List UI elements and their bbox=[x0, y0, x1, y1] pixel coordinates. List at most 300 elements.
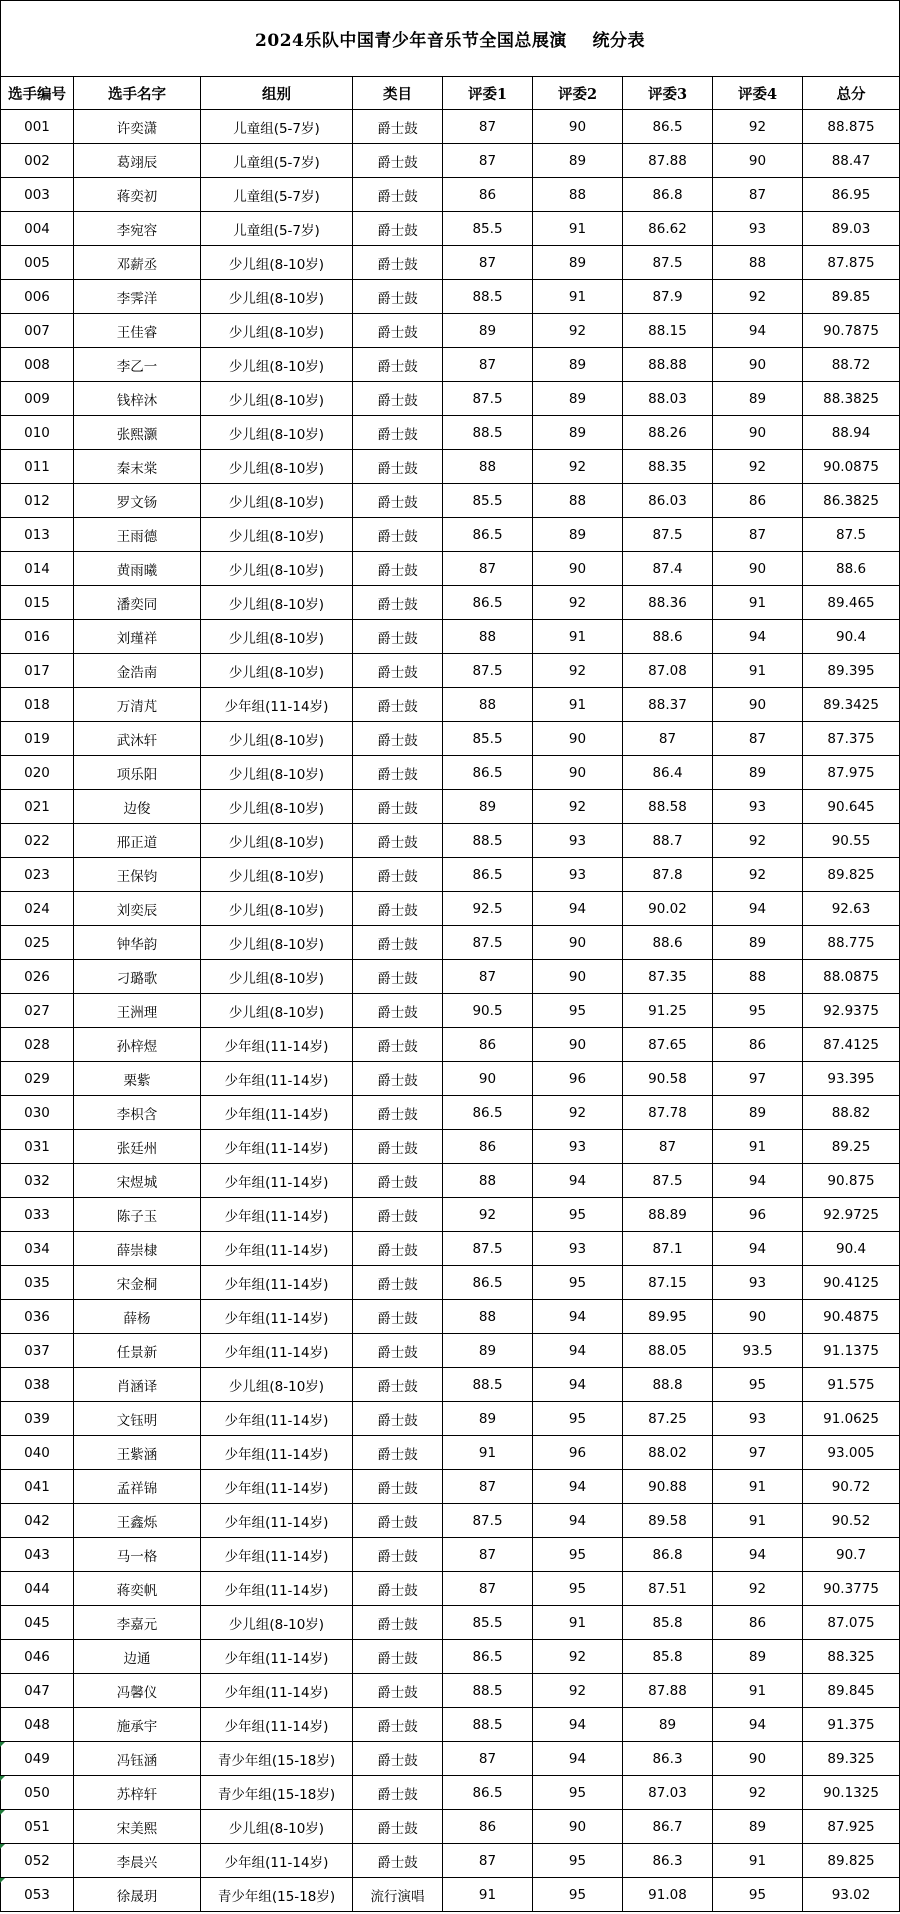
judge3-score-cell[interactable]: 85.8 bbox=[623, 1606, 713, 1640]
group-cell[interactable]: 少年组(11-14岁) bbox=[201, 1198, 353, 1232]
group-cell[interactable]: 儿童组(5-7岁) bbox=[201, 212, 353, 246]
judge3-score-cell[interactable]: 87.65 bbox=[623, 1028, 713, 1062]
judge4-score-cell[interactable]: 91 bbox=[713, 654, 803, 688]
player-id-cell[interactable]: 052 bbox=[1, 1844, 74, 1878]
total-score-cell[interactable]: 91.375 bbox=[803, 1708, 900, 1742]
group-cell[interactable]: 少年组(11-14岁) bbox=[201, 688, 353, 722]
judge1-score-cell[interactable]: 91 bbox=[443, 1436, 533, 1470]
total-score-cell[interactable]: 91.0625 bbox=[803, 1402, 900, 1436]
judge4-score-cell[interactable]: 96 bbox=[713, 1198, 803, 1232]
judge1-score-cell[interactable]: 86 bbox=[443, 1028, 533, 1062]
group-cell[interactable]: 少儿组(8-10岁) bbox=[201, 1810, 353, 1844]
player-id-cell[interactable]: 033 bbox=[1, 1198, 74, 1232]
category-cell[interactable]: 爵士鼓 bbox=[353, 1368, 443, 1402]
player-name-cell[interactable]: 王紫涵 bbox=[74, 1436, 201, 1470]
judge1-score-cell[interactable]: 89 bbox=[443, 1402, 533, 1436]
judge2-score-cell[interactable]: 92 bbox=[533, 586, 623, 620]
judge1-score-cell[interactable]: 85.5 bbox=[443, 1606, 533, 1640]
category-cell[interactable]: 流行演唱 bbox=[353, 1878, 443, 1912]
category-cell[interactable]: 爵士鼓 bbox=[353, 144, 443, 178]
judge2-score-cell[interactable]: 92 bbox=[533, 1674, 623, 1708]
player-id-cell[interactable]: 028 bbox=[1, 1028, 74, 1062]
group-cell[interactable]: 儿童组(5-7岁) bbox=[201, 144, 353, 178]
category-cell[interactable]: 爵士鼓 bbox=[353, 382, 443, 416]
group-cell[interactable]: 少儿组(8-10岁) bbox=[201, 484, 353, 518]
judge3-score-cell[interactable]: 87.51 bbox=[623, 1572, 713, 1606]
judge2-score-cell[interactable]: 93 bbox=[533, 824, 623, 858]
judge4-score-cell[interactable]: 90 bbox=[713, 1742, 803, 1776]
player-name-cell[interactable]: 张熙灏 bbox=[74, 416, 201, 450]
judge4-score-cell[interactable]: 92 bbox=[713, 824, 803, 858]
category-cell[interactable]: 爵士鼓 bbox=[353, 314, 443, 348]
player-name-cell[interactable]: 施承宇 bbox=[74, 1708, 201, 1742]
player-name-cell[interactable]: 王雨德 bbox=[74, 518, 201, 552]
judge4-score-cell[interactable]: 90 bbox=[713, 552, 803, 586]
total-score-cell[interactable]: 87.975 bbox=[803, 756, 900, 790]
judge1-score-cell[interactable]: 86 bbox=[443, 178, 533, 212]
player-id-cell[interactable]: 044 bbox=[1, 1572, 74, 1606]
judge2-score-cell[interactable]: 96 bbox=[533, 1062, 623, 1096]
category-cell[interactable]: 爵士鼓 bbox=[353, 1300, 443, 1334]
judge1-score-cell[interactable]: 88.5 bbox=[443, 280, 533, 314]
judge2-score-cell[interactable]: 89 bbox=[533, 348, 623, 382]
judge4-score-cell[interactable]: 97 bbox=[713, 1062, 803, 1096]
judge3-score-cell[interactable]: 90.02 bbox=[623, 892, 713, 926]
category-cell[interactable]: 爵士鼓 bbox=[353, 178, 443, 212]
judge3-score-cell[interactable]: 86.5 bbox=[623, 110, 713, 144]
judge3-score-cell[interactable]: 87.88 bbox=[623, 1674, 713, 1708]
group-cell[interactable]: 少年组(11-14岁) bbox=[201, 1640, 353, 1674]
category-cell[interactable]: 爵士鼓 bbox=[353, 1504, 443, 1538]
group-cell[interactable]: 青少年组(15-18岁) bbox=[201, 1878, 353, 1912]
judge3-score-cell[interactable]: 86.3 bbox=[623, 1742, 713, 1776]
total-score-cell[interactable]: 93.395 bbox=[803, 1062, 900, 1096]
player-id-cell[interactable]: 036 bbox=[1, 1300, 74, 1334]
player-id-cell[interactable]: 022 bbox=[1, 824, 74, 858]
category-cell[interactable]: 爵士鼓 bbox=[353, 246, 443, 280]
judge4-score-cell[interactable]: 94 bbox=[713, 314, 803, 348]
total-score-cell[interactable]: 91.575 bbox=[803, 1368, 900, 1402]
judge3-score-cell[interactable]: 86.3 bbox=[623, 1844, 713, 1878]
judge2-score-cell[interactable]: 93 bbox=[533, 858, 623, 892]
category-cell[interactable]: 爵士鼓 bbox=[353, 1062, 443, 1096]
judge1-score-cell[interactable]: 87 bbox=[443, 1470, 533, 1504]
judge2-score-cell[interactable]: 94 bbox=[533, 892, 623, 926]
total-score-cell[interactable]: 89.85 bbox=[803, 280, 900, 314]
group-cell[interactable]: 少年组(11-14岁) bbox=[201, 1538, 353, 1572]
judge2-score-cell[interactable]: 94 bbox=[533, 1368, 623, 1402]
judge1-score-cell[interactable]: 87 bbox=[443, 1538, 533, 1572]
category-cell[interactable]: 爵士鼓 bbox=[353, 1640, 443, 1674]
category-cell[interactable]: 爵士鼓 bbox=[353, 484, 443, 518]
judge3-score-cell[interactable]: 90.58 bbox=[623, 1062, 713, 1096]
judge4-score-cell[interactable]: 87 bbox=[713, 518, 803, 552]
judge4-score-cell[interactable]: 89 bbox=[713, 756, 803, 790]
category-cell[interactable]: 爵士鼓 bbox=[353, 756, 443, 790]
player-id-cell[interactable]: 048 bbox=[1, 1708, 74, 1742]
player-id-cell[interactable]: 001 bbox=[1, 110, 74, 144]
category-cell[interactable]: 爵士鼓 bbox=[353, 1708, 443, 1742]
category-cell[interactable]: 爵士鼓 bbox=[353, 1538, 443, 1572]
judge4-score-cell[interactable]: 93 bbox=[713, 1266, 803, 1300]
player-name-cell[interactable]: 宋煜城 bbox=[74, 1164, 201, 1198]
player-name-cell[interactable]: 刁璐歌 bbox=[74, 960, 201, 994]
player-id-cell[interactable]: 042 bbox=[1, 1504, 74, 1538]
judge1-score-cell[interactable]: 86.5 bbox=[443, 1776, 533, 1810]
player-name-cell[interactable]: 黄雨曦 bbox=[74, 552, 201, 586]
group-cell[interactable]: 少儿组(8-10岁) bbox=[201, 518, 353, 552]
player-id-cell[interactable]: 013 bbox=[1, 518, 74, 552]
player-name-cell[interactable]: 宋美熙 bbox=[74, 1810, 201, 1844]
total-score-cell[interactable]: 90.72 bbox=[803, 1470, 900, 1504]
judge1-score-cell[interactable]: 87.5 bbox=[443, 382, 533, 416]
player-name-cell[interactable]: 边俊 bbox=[74, 790, 201, 824]
judge4-header[interactable]: 评委4 bbox=[713, 77, 803, 110]
player-name-cell[interactable]: 刘奕辰 bbox=[74, 892, 201, 926]
group-cell[interactable]: 少年组(11-14岁) bbox=[201, 1708, 353, 1742]
total-score-cell[interactable]: 93.02 bbox=[803, 1878, 900, 1912]
category-cell[interactable]: 爵士鼓 bbox=[353, 722, 443, 756]
judge4-score-cell[interactable]: 91 bbox=[713, 1130, 803, 1164]
judge1-score-cell[interactable]: 87 bbox=[443, 110, 533, 144]
group-cell[interactable]: 青少年组(15-18岁) bbox=[201, 1776, 353, 1810]
judge4-score-cell[interactable]: 95 bbox=[713, 1368, 803, 1402]
player-name-cell[interactable]: 项乐阳 bbox=[74, 756, 201, 790]
total-score-cell[interactable]: 89.3425 bbox=[803, 688, 900, 722]
judge1-score-cell[interactable]: 85.5 bbox=[443, 212, 533, 246]
player-name-cell[interactable]: 李嘉元 bbox=[74, 1606, 201, 1640]
group-cell[interactable]: 少儿组(8-10岁) bbox=[201, 994, 353, 1028]
player-name-cell[interactable]: 秦末棠 bbox=[74, 450, 201, 484]
judge2-score-cell[interactable]: 92 bbox=[533, 654, 623, 688]
judge3-score-cell[interactable]: 86.62 bbox=[623, 212, 713, 246]
player-id-header[interactable]: 选手编号 bbox=[1, 77, 74, 110]
total-score-cell[interactable]: 90.52 bbox=[803, 1504, 900, 1538]
judge3-score-cell[interactable]: 89.95 bbox=[623, 1300, 713, 1334]
player-name-cell[interactable]: 王鑫烁 bbox=[74, 1504, 201, 1538]
total-score-cell[interactable]: 90.7 bbox=[803, 1538, 900, 1572]
total-score-cell[interactable]: 90.0875 bbox=[803, 450, 900, 484]
judge4-score-cell[interactable]: 97 bbox=[713, 1436, 803, 1470]
player-id-cell[interactable]: 023 bbox=[1, 858, 74, 892]
group-cell[interactable]: 少年组(11-14岁) bbox=[201, 1334, 353, 1368]
player-id-cell[interactable]: 017 bbox=[1, 654, 74, 688]
group-cell[interactable]: 少儿组(8-10岁) bbox=[201, 824, 353, 858]
group-cell[interactable]: 少儿组(8-10岁) bbox=[201, 314, 353, 348]
judge1-score-cell[interactable]: 88.5 bbox=[443, 1368, 533, 1402]
judge2-score-cell[interactable]: 92 bbox=[533, 790, 623, 824]
judge2-score-cell[interactable]: 94 bbox=[533, 1300, 623, 1334]
total-score-cell[interactable]: 86.3825 bbox=[803, 484, 900, 518]
judge1-score-cell[interactable]: 88.5 bbox=[443, 1674, 533, 1708]
category-cell[interactable]: 爵士鼓 bbox=[353, 688, 443, 722]
judge3-score-cell[interactable]: 88.37 bbox=[623, 688, 713, 722]
judge4-score-cell[interactable]: 94 bbox=[713, 1708, 803, 1742]
player-id-cell[interactable]: 011 bbox=[1, 450, 74, 484]
total-score-cell[interactable]: 88.3825 bbox=[803, 382, 900, 416]
total-score-cell[interactable]: 90.4 bbox=[803, 620, 900, 654]
judge2-score-cell[interactable]: 94 bbox=[533, 1742, 623, 1776]
judge4-score-cell[interactable]: 90 bbox=[713, 144, 803, 178]
group-cell[interactable]: 少儿组(8-10岁) bbox=[201, 892, 353, 926]
judge2-score-cell[interactable]: 95 bbox=[533, 1844, 623, 1878]
player-id-cell[interactable]: 032 bbox=[1, 1164, 74, 1198]
judge1-score-cell[interactable]: 87 bbox=[443, 348, 533, 382]
player-id-cell[interactable]: 040 bbox=[1, 1436, 74, 1470]
judge1-score-cell[interactable]: 89 bbox=[443, 790, 533, 824]
category-cell[interactable]: 爵士鼓 bbox=[353, 1572, 443, 1606]
player-name-cell[interactable]: 肖涵译 bbox=[74, 1368, 201, 1402]
judge4-score-cell[interactable]: 94 bbox=[713, 1538, 803, 1572]
category-cell[interactable]: 爵士鼓 bbox=[353, 1232, 443, 1266]
judge3-score-cell[interactable]: 88.89 bbox=[623, 1198, 713, 1232]
judge4-score-cell[interactable]: 92 bbox=[713, 450, 803, 484]
judge1-header[interactable]: 评委1 bbox=[443, 77, 533, 110]
player-id-cell[interactable]: 014 bbox=[1, 552, 74, 586]
player-name-cell[interactable]: 薛杨 bbox=[74, 1300, 201, 1334]
judge3-score-cell[interactable]: 88.02 bbox=[623, 1436, 713, 1470]
judge3-score-cell[interactable]: 86.4 bbox=[623, 756, 713, 790]
judge4-score-cell[interactable]: 86 bbox=[713, 1606, 803, 1640]
player-id-cell[interactable]: 003 bbox=[1, 178, 74, 212]
category-cell[interactable]: 爵士鼓 bbox=[353, 1606, 443, 1640]
judge2-score-cell[interactable]: 92 bbox=[533, 1096, 623, 1130]
group-cell[interactable]: 儿童组(5-7岁) bbox=[201, 178, 353, 212]
judge2-score-cell[interactable]: 93 bbox=[533, 1130, 623, 1164]
total-score-cell[interactable]: 88.6 bbox=[803, 552, 900, 586]
judge2-score-cell[interactable]: 90 bbox=[533, 926, 623, 960]
total-score-cell[interactable]: 92.9725 bbox=[803, 1198, 900, 1232]
judge2-score-cell[interactable]: 90 bbox=[533, 960, 623, 994]
judge2-score-cell[interactable]: 89 bbox=[533, 246, 623, 280]
judge4-score-cell[interactable]: 94 bbox=[713, 1232, 803, 1266]
total-score-cell[interactable]: 90.1325 bbox=[803, 1776, 900, 1810]
judge3-score-cell[interactable]: 87.5 bbox=[623, 1164, 713, 1198]
judge1-score-cell[interactable]: 87 bbox=[443, 1572, 533, 1606]
group-cell[interactable]: 少年组(11-14岁) bbox=[201, 1504, 353, 1538]
judge1-score-cell[interactable]: 85.5 bbox=[443, 484, 533, 518]
judge2-score-cell[interactable]: 91 bbox=[533, 212, 623, 246]
judge3-score-cell[interactable]: 87.35 bbox=[623, 960, 713, 994]
category-cell[interactable]: 爵士鼓 bbox=[353, 1742, 443, 1776]
judge3-score-cell[interactable]: 86.03 bbox=[623, 484, 713, 518]
category-cell[interactable]: 爵士鼓 bbox=[353, 518, 443, 552]
player-name-cell[interactable]: 钱梓沐 bbox=[74, 382, 201, 416]
group-cell[interactable]: 少年组(11-14岁) bbox=[201, 1300, 353, 1334]
category-cell[interactable]: 爵士鼓 bbox=[353, 1334, 443, 1368]
player-id-cell[interactable]: 041 bbox=[1, 1470, 74, 1504]
category-cell[interactable]: 爵士鼓 bbox=[353, 892, 443, 926]
group-cell[interactable]: 少儿组(8-10岁) bbox=[201, 246, 353, 280]
judge1-score-cell[interactable]: 87 bbox=[443, 144, 533, 178]
group-cell[interactable]: 少年组(11-14岁) bbox=[201, 1402, 353, 1436]
judge1-score-cell[interactable]: 88.5 bbox=[443, 1708, 533, 1742]
category-cell[interactable]: 爵士鼓 bbox=[353, 1844, 443, 1878]
judge4-score-cell[interactable]: 90 bbox=[713, 348, 803, 382]
player-name-cell[interactable]: 薛崇棣 bbox=[74, 1232, 201, 1266]
player-name-cell[interactable]: 李晨兴 bbox=[74, 1844, 201, 1878]
player-id-cell[interactable]: 002 bbox=[1, 144, 74, 178]
judge1-score-cell[interactable]: 92 bbox=[443, 1198, 533, 1232]
total-score-cell[interactable]: 89.845 bbox=[803, 1674, 900, 1708]
judge4-score-cell[interactable]: 91 bbox=[713, 1674, 803, 1708]
judge3-score-cell[interactable]: 87.08 bbox=[623, 654, 713, 688]
judge2-score-cell[interactable]: 91 bbox=[533, 280, 623, 314]
category-cell[interactable]: 爵士鼓 bbox=[353, 824, 443, 858]
judge2-score-cell[interactable]: 88 bbox=[533, 484, 623, 518]
total-score-cell[interactable]: 93.005 bbox=[803, 1436, 900, 1470]
category-cell[interactable]: 爵士鼓 bbox=[353, 1674, 443, 1708]
category-cell[interactable]: 爵士鼓 bbox=[353, 110, 443, 144]
judge1-score-cell[interactable]: 86 bbox=[443, 1130, 533, 1164]
player-name-cell[interactable]: 边通 bbox=[74, 1640, 201, 1674]
total-score-cell[interactable]: 89.825 bbox=[803, 1844, 900, 1878]
judge2-score-cell[interactable]: 94 bbox=[533, 1708, 623, 1742]
total-score-cell[interactable]: 92.63 bbox=[803, 892, 900, 926]
judge4-score-cell[interactable]: 89 bbox=[713, 926, 803, 960]
judge3-score-cell[interactable]: 85.8 bbox=[623, 1640, 713, 1674]
judge3-score-cell[interactable]: 87.03 bbox=[623, 1776, 713, 1810]
judge4-score-cell[interactable]: 90 bbox=[713, 416, 803, 450]
group-cell[interactable]: 少年组(11-14岁) bbox=[201, 1572, 353, 1606]
player-id-cell[interactable]: 007 bbox=[1, 314, 74, 348]
total-score-cell[interactable]: 87.875 bbox=[803, 246, 900, 280]
judge2-score-cell[interactable]: 90 bbox=[533, 552, 623, 586]
judge3-header[interactable]: 评委3 bbox=[623, 77, 713, 110]
category-cell[interactable]: 爵士鼓 bbox=[353, 1130, 443, 1164]
category-cell[interactable]: 爵士鼓 bbox=[353, 1402, 443, 1436]
category-cell[interactable]: 爵士鼓 bbox=[353, 926, 443, 960]
judge3-score-cell[interactable]: 88.6 bbox=[623, 620, 713, 654]
total-score-cell[interactable]: 89.03 bbox=[803, 212, 900, 246]
total-score-cell[interactable]: 88.47 bbox=[803, 144, 900, 178]
group-cell[interactable]: 少年组(11-14岁) bbox=[201, 1674, 353, 1708]
judge4-score-cell[interactable]: 91 bbox=[713, 1844, 803, 1878]
total-score-cell[interactable]: 89.395 bbox=[803, 654, 900, 688]
judge4-score-cell[interactable]: 86 bbox=[713, 1028, 803, 1062]
total-score-cell[interactable]: 89.825 bbox=[803, 858, 900, 892]
total-score-cell[interactable]: 87.075 bbox=[803, 1606, 900, 1640]
group-cell[interactable]: 少儿组(8-10岁) bbox=[201, 416, 353, 450]
category-cell[interactable]: 爵士鼓 bbox=[353, 348, 443, 382]
sheet-title[interactable] bbox=[1, 1, 900, 77]
player-name-cell[interactable]: 李霁洋 bbox=[74, 280, 201, 314]
player-id-cell[interactable]: 035 bbox=[1, 1266, 74, 1300]
judge2-score-cell[interactable]: 94 bbox=[533, 1164, 623, 1198]
category-cell[interactable]: 爵士鼓 bbox=[353, 1096, 443, 1130]
player-name-cell[interactable]: 栗紫 bbox=[74, 1062, 201, 1096]
judge2-score-cell[interactable]: 92 bbox=[533, 314, 623, 348]
group-cell[interactable]: 少年组(11-14岁) bbox=[201, 1436, 353, 1470]
judge1-score-cell[interactable]: 87 bbox=[443, 552, 533, 586]
judge4-score-cell[interactable]: 92 bbox=[713, 110, 803, 144]
player-name-cell[interactable]: 王保钧 bbox=[74, 858, 201, 892]
judge3-score-cell[interactable]: 91.08 bbox=[623, 1878, 713, 1912]
judge2-score-cell[interactable]: 96 bbox=[533, 1436, 623, 1470]
judge4-score-cell[interactable]: 91 bbox=[713, 586, 803, 620]
total-score-cell[interactable]: 90.875 bbox=[803, 1164, 900, 1198]
group-cell[interactable]: 少儿组(8-10岁) bbox=[201, 1606, 353, 1640]
player-id-cell[interactable]: 038 bbox=[1, 1368, 74, 1402]
total-score-cell[interactable]: 90.645 bbox=[803, 790, 900, 824]
category-cell[interactable]: 爵士鼓 bbox=[353, 790, 443, 824]
judge4-score-cell[interactable]: 89 bbox=[713, 1640, 803, 1674]
judge2-score-cell[interactable]: 91 bbox=[533, 1606, 623, 1640]
judge1-score-cell[interactable]: 89 bbox=[443, 314, 533, 348]
group-cell[interactable]: 少儿组(8-10岁) bbox=[201, 382, 353, 416]
judge2-score-cell[interactable]: 91 bbox=[533, 688, 623, 722]
player-name-cell[interactable]: 刘瑾祥 bbox=[74, 620, 201, 654]
group-header[interactable]: 组别 bbox=[201, 77, 353, 110]
player-name-cell[interactable]: 钟华韵 bbox=[74, 926, 201, 960]
judge1-score-cell[interactable]: 90 bbox=[443, 1062, 533, 1096]
category-header[interactable]: 类目 bbox=[353, 77, 443, 110]
judge4-score-cell[interactable]: 95 bbox=[713, 1878, 803, 1912]
player-id-cell[interactable]: 006 bbox=[1, 280, 74, 314]
judge4-score-cell[interactable]: 91 bbox=[713, 1470, 803, 1504]
judge4-score-cell[interactable]: 90 bbox=[713, 1300, 803, 1334]
judge3-score-cell[interactable]: 86.8 bbox=[623, 1538, 713, 1572]
category-cell[interactable]: 爵士鼓 bbox=[353, 416, 443, 450]
judge1-score-cell[interactable]: 92.5 bbox=[443, 892, 533, 926]
player-id-cell[interactable]: 050 bbox=[1, 1776, 74, 1810]
judge1-score-cell[interactable]: 88 bbox=[443, 620, 533, 654]
player-id-cell[interactable]: 009 bbox=[1, 382, 74, 416]
category-cell[interactable]: 爵士鼓 bbox=[353, 620, 443, 654]
judge2-score-cell[interactable]: 90 bbox=[533, 1810, 623, 1844]
player-id-cell[interactable]: 043 bbox=[1, 1538, 74, 1572]
judge1-score-cell[interactable]: 87.5 bbox=[443, 654, 533, 688]
group-cell[interactable]: 少年组(11-14岁) bbox=[201, 1844, 353, 1878]
judge3-score-cell[interactable]: 91.25 bbox=[623, 994, 713, 1028]
judge1-score-cell[interactable]: 87 bbox=[443, 1844, 533, 1878]
group-cell[interactable]: 少儿组(8-10岁) bbox=[201, 756, 353, 790]
judge3-score-cell[interactable]: 88.88 bbox=[623, 348, 713, 382]
player-name-cell[interactable]: 李枳含 bbox=[74, 1096, 201, 1130]
player-name-cell[interactable]: 邢正道 bbox=[74, 824, 201, 858]
category-cell[interactable]: 爵士鼓 bbox=[353, 1028, 443, 1062]
judge3-score-cell[interactable]: 86.8 bbox=[623, 178, 713, 212]
judge2-score-cell[interactable]: 95 bbox=[533, 1538, 623, 1572]
judge3-score-cell[interactable]: 87 bbox=[623, 1130, 713, 1164]
judge4-score-cell[interactable]: 87 bbox=[713, 722, 803, 756]
player-id-cell[interactable]: 012 bbox=[1, 484, 74, 518]
judge2-score-cell[interactable]: 91 bbox=[533, 620, 623, 654]
category-cell[interactable]: 爵士鼓 bbox=[353, 450, 443, 484]
player-name-cell[interactable]: 孟祥锦 bbox=[74, 1470, 201, 1504]
player-name-cell[interactable]: 李乙一 bbox=[74, 348, 201, 382]
judge3-score-cell[interactable]: 88.7 bbox=[623, 824, 713, 858]
group-cell[interactable]: 少儿组(8-10岁) bbox=[201, 858, 353, 892]
judge3-score-cell[interactable]: 89 bbox=[623, 1708, 713, 1742]
judge4-score-cell[interactable]: 93.5 bbox=[713, 1334, 803, 1368]
player-id-cell[interactable]: 016 bbox=[1, 620, 74, 654]
judge3-score-cell[interactable]: 87.78 bbox=[623, 1096, 713, 1130]
player-id-cell[interactable]: 004 bbox=[1, 212, 74, 246]
total-score-cell[interactable]: 90.4875 bbox=[803, 1300, 900, 1334]
player-id-cell[interactable]: 027 bbox=[1, 994, 74, 1028]
group-cell[interactable]: 少年组(11-14岁) bbox=[201, 1232, 353, 1266]
category-cell[interactable]: 爵士鼓 bbox=[353, 1776, 443, 1810]
group-cell[interactable]: 儿童组(5-7岁) bbox=[201, 110, 353, 144]
judge3-score-cell[interactable]: 88.58 bbox=[623, 790, 713, 824]
player-id-cell[interactable]: 039 bbox=[1, 1402, 74, 1436]
player-id-cell[interactable]: 049 bbox=[1, 1742, 74, 1776]
player-id-cell[interactable]: 025 bbox=[1, 926, 74, 960]
player-name-cell[interactable]: 苏梓轩 bbox=[74, 1776, 201, 1810]
total-score-cell[interactable]: 88.875 bbox=[803, 110, 900, 144]
judge4-score-cell[interactable]: 91 bbox=[713, 1504, 803, 1538]
